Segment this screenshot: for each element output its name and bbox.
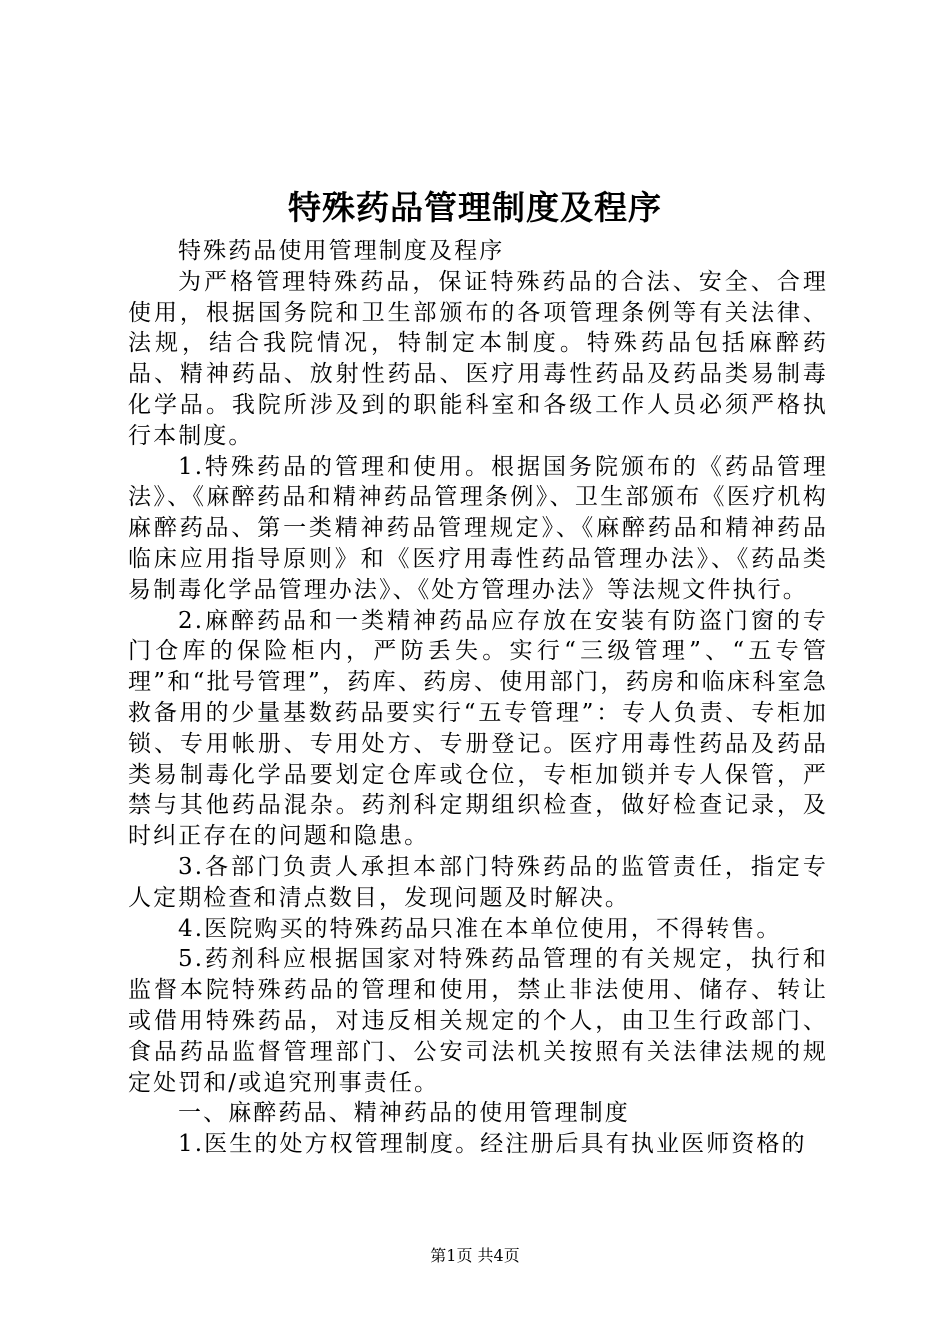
document-body bbox=[128, 236, 828, 1160]
body-paragraph: 1.医生的处方权管理制度。经注册后具有执业医师资格的 bbox=[178, 1131, 807, 1158]
body-paragraph: 2.麻醉药品和一类精神药品应存放在安装有防盗门窗的专门仓库的保险柜内，严防丢失。实行“三级管理”、“五专管理”和“批号管理”，药库、药房、使用部门，药房和临床科室急救备用的少量基数药品要实行“五专管理”：专人负责、专柜加锁、专用帐册、专用处方、专册登记。医疗用毒性药品及药品类易制毒化学品要划定仓库或仓位，专柜加锁并专人保管，严禁与其他药品混杂。药剂科定期组织检查，做好检查记录，及时纠正存在的问题和隐患。 bbox=[128, 607, 828, 850]
section-heading: 特殊药品使用管理制度及程序 bbox=[178, 238, 505, 264]
body-paragraph: 为严格管理特殊药品，保证特殊药品的合法、安全、合理使用，根据国务院和卫生部颁布的各项管理条例等有关法律、法规，结合我院情况，特制定本制度。特殊药品包括麻醉药品、精神药品、放射性药品、医疗用毒性药品及药品类易制毒化学品。我院所涉及到的职能科室和各级工作人员必须严格执行本制度。 bbox=[128, 268, 828, 449]
section-heading: 一、麻醉药品、精神药品的使用管理制度 bbox=[178, 1100, 630, 1127]
body-paragraph: 3.各部门负责人承担本部门特殊药品的监管责任，指定专人定期检查和清点数目，发现问题及时解决。 bbox=[128, 853, 828, 911]
body-paragraph: 4.医院购买的特殊药品只准在本单位使用，不得转售。 bbox=[178, 915, 782, 942]
body-paragraph: 1.特殊药品的管理和使用。根据国务院颁布的《药品管理法》、《麻醉药品和精神药品管理条例》、卫生部颁布《医疗机构麻醉药品、第一类精神药品管理规定》、《麻醉药品和精神药品临床应用指导原则》和《医疗用毒性药品管理办法》、《药品类易制毒化学品管理办法》、《处方管理办法》等法规文件执行。 bbox=[128, 453, 828, 603]
document-title: 特殊药品管理制度及程序 bbox=[288, 188, 662, 227]
body-paragraph: 5.药剂科应根据国家对特殊药品管理的有关规定，执行和监督本院特殊药品的管理和使用，禁止非法使用、储存、转让或借用特殊药品，对违反相关规定的个人，由卫生行政部门、食品药品监督管理部门、公安司法机关按照有关法律法规的规定处罚和/或追究刑事责任。 bbox=[128, 946, 828, 1096]
page-number-footer: 第1页 共4页 bbox=[430, 1246, 520, 1265]
